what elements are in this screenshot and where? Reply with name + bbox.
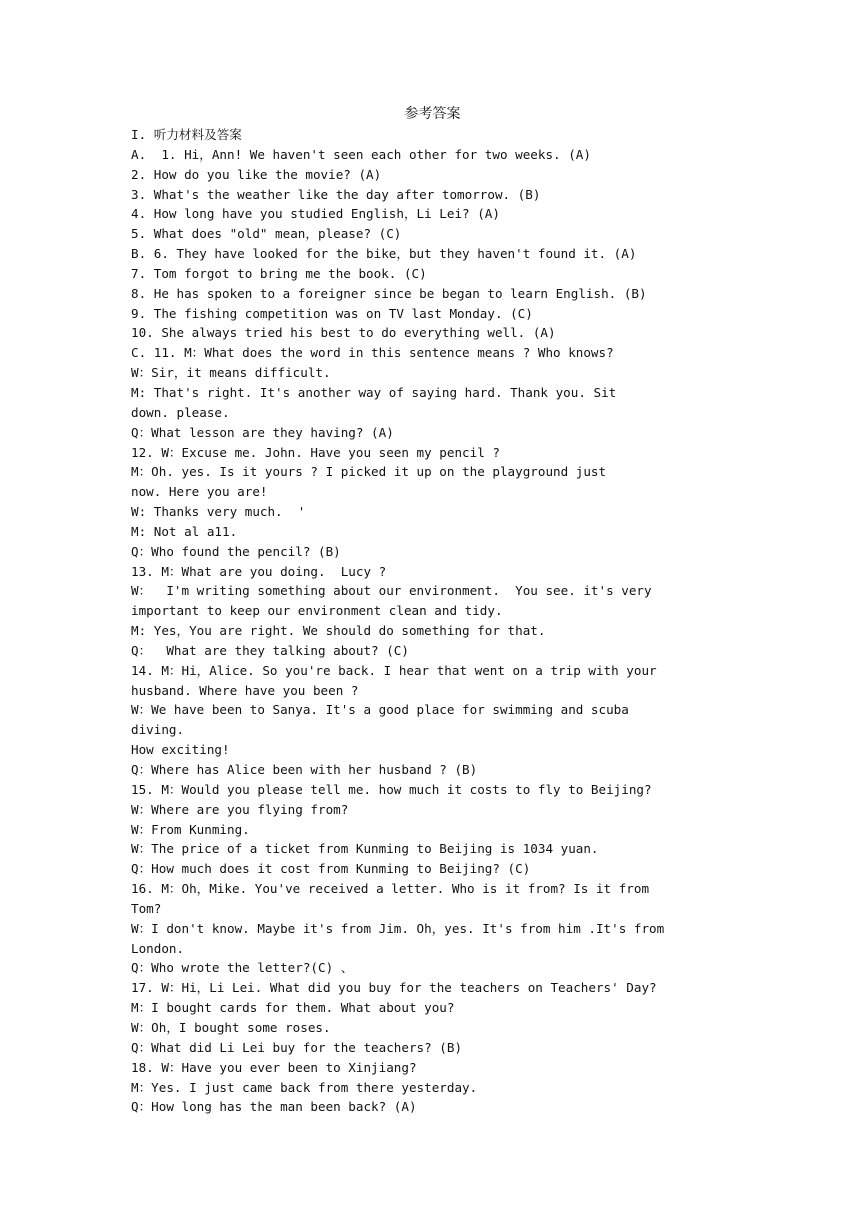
text-line: diving. xyxy=(131,722,185,738)
text-line: 5. What does "old" mean，please? (C) xyxy=(131,226,402,242)
text-line: Q：How much does it cost from Kunming to Beijing? (C) xyxy=(131,861,531,877)
text-line: W：The price of a ticket from Kunming to Beijing is 1034 yuan. xyxy=(131,841,599,857)
text-line: 2. How do you like the movie? (A) xyxy=(131,166,382,182)
text-line: now. Here you are! xyxy=(131,484,268,500)
document-title: 参考答案 xyxy=(404,106,461,122)
text-line: 15. M：Would you please tell me. how much it costs to fly to Beijing? xyxy=(131,781,652,797)
text-line: Q：Who wrote the letter?(C) 、 xyxy=(131,960,354,976)
text-line: 9. The fishing competition was on TV last Monday. (C) xyxy=(131,305,533,321)
text-line: How exciting! xyxy=(131,742,230,758)
text-line: 7. Tom forgot to bring me the book. (C) xyxy=(131,265,427,281)
text-line: W：Sir，it means difficult. xyxy=(131,365,331,381)
text-line: M: Yes，You are right. We should do something for that. xyxy=(131,623,546,639)
text-line: W： I'm writing something about our environment. You see. it's very xyxy=(131,583,652,599)
text-line: B. 6. They have looked for the bike，but they haven't found it. (A) xyxy=(131,246,637,262)
text-line: W：Where are you flying from? xyxy=(131,801,349,817)
text-line: I. 听力材料及答案 xyxy=(131,127,242,142)
text-line: down. please. xyxy=(131,404,230,420)
text-line: 13. M：What are you doing. Lucy ? xyxy=(131,563,387,579)
text-line: 4. How long have you studied English，Li Lei? (A) xyxy=(131,206,500,222)
text-line: 8. He has spoken to a foreigner since be began to learn English. (B) xyxy=(131,285,647,301)
text-line: Q： What are they talking about? (C) xyxy=(131,642,409,658)
text-line: W：We have been to Sanya. It's a good place for swimming and scuba xyxy=(131,702,629,718)
text-line: Q：What lesson are they having? (A) xyxy=(131,424,394,440)
text-line: C. 11. M：What does the word in this sentence means ? Who knows? xyxy=(131,345,614,361)
text-line: 16. M：Oh，Mike. You've received a letter. Who is it from? Is it from xyxy=(131,881,650,897)
text-line: 10. She always tried his best to do everything well. (A) xyxy=(131,325,556,341)
text-line: Tom? xyxy=(131,900,162,916)
text-line: Q：Who found the pencil? (B) xyxy=(131,543,341,559)
text-line: W: Thanks very much. ' xyxy=(131,504,306,520)
text-line: M：Oh. yes. Is it yours ? I picked it up on the playground just xyxy=(131,464,607,480)
text-line: London. xyxy=(131,940,185,956)
text-line: husband. Where have you been ? xyxy=(131,682,359,698)
text-line: important to keep our environment clean and tidy. xyxy=(131,603,503,619)
text-line: M：I bought cards for them. What about you? xyxy=(131,1000,455,1016)
text-line: W：I don't know. Maybe it's from Jim. Oh，yes. It's from him .It's from xyxy=(131,920,665,936)
text-line: W：From Kunming. xyxy=(131,821,250,837)
text-line: 12. W：Excuse me. John. Have you seen my pencil ? xyxy=(131,444,500,460)
text-line: 18. W：Have you ever been to Xinjiang? xyxy=(131,1059,417,1075)
text-line: A. 1. Hi，Ann! We haven't seen each other for two weeks. (A) xyxy=(131,146,591,162)
text-line: M: That's right. It's another way of saying hard. Thank you. Sit xyxy=(131,384,617,400)
document-body xyxy=(131,125,691,1117)
text-line: M：Yes. I just came back from there yesterday. xyxy=(131,1079,478,1095)
text-line: Q：Where has Alice been with her husband ? (B) xyxy=(131,762,478,777)
text-line: 14. M：Hi，Alice. So you're back. I hear that went on a trip with your xyxy=(131,662,657,678)
text-line: M: Not al a11. xyxy=(131,523,238,539)
text-line: 17. W：Hi，Li Lei. What did you buy for the teachers on Teachers' Day? xyxy=(131,980,657,996)
text-line: Q：What did Li Lei buy for the teachers? (B) xyxy=(131,1039,463,1055)
text-line: Q：How long has the man been back? (A) xyxy=(131,1099,417,1115)
text-line: 3. What's the weather like the day after tomorrow. (B) xyxy=(131,186,541,202)
text-line: W：Oh，I bought some roses. xyxy=(131,1019,331,1035)
